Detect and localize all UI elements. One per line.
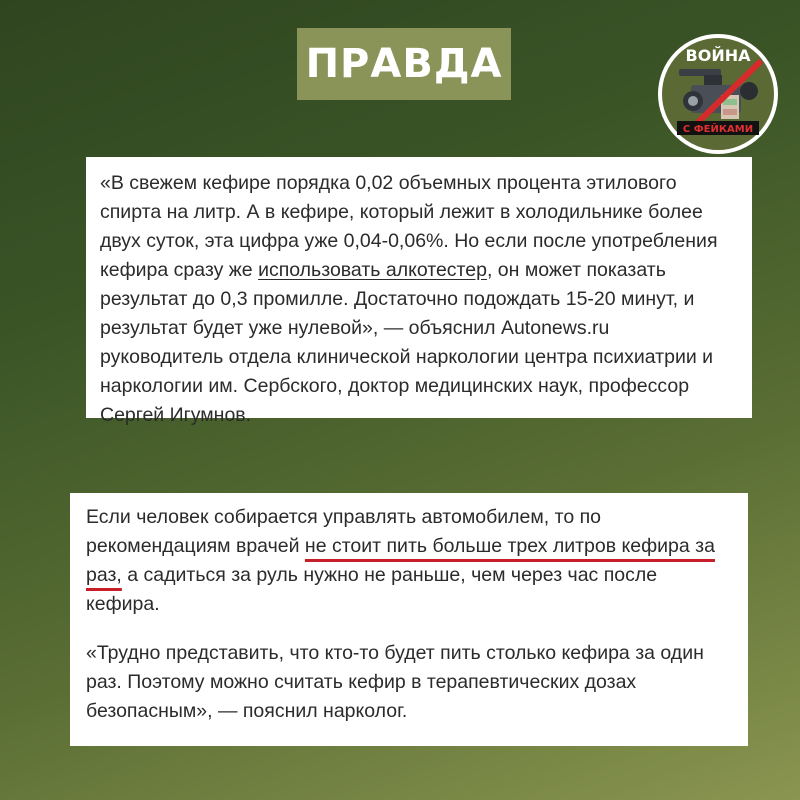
quote-line: наркологии им. Сербского, доктор медицинских наук, профессор	[100, 375, 690, 397]
title-badge	[297, 28, 511, 100]
quote-line: спирта на литр. А в кефире, который лежит в холодильнике более	[100, 201, 703, 223]
advice-paragraph	[86, 503, 738, 619]
page-title: ПРАВДА	[305, 41, 503, 87]
advice-line: кефира.	[86, 593, 160, 615]
quote-line: руководитель отдела клинической наркологии центра психиатрии и	[100, 346, 714, 368]
highlighted-text: раз,	[86, 564, 122, 586]
quote-line: двух суток, эта цифра уже 0,04-0,06%. Но если после употребления	[100, 230, 718, 252]
alcotester-link[interactable]: использовать алкотестер	[258, 259, 487, 281]
advice-line	[86, 561, 738, 590]
quote-line	[100, 256, 742, 285]
quote-line: результат будет уже нулевой», — объяснил Autonews.ru	[100, 317, 610, 339]
highlighted-text: не стоит пить больше трех литров кефира за	[304, 535, 715, 557]
logo-bottom-text: С ФЕЙКАМИ	[682, 124, 754, 135]
quote-line: Сергей Игумнов.	[100, 404, 252, 426]
quote-text: кефира сразу же	[100, 259, 259, 281]
advice-line	[86, 532, 738, 561]
quote-paragraph	[100, 169, 742, 430]
narcologist-quote-paragraph	[86, 639, 738, 726]
advice-text: рекомендациям врачей	[86, 535, 305, 557]
advice-line: «Трудно представить, что кто-то будет пить столько кефира за один	[86, 642, 704, 664]
quote-line: результат до 0,3 промилле. Достаточно подождать 15-20 минут, и	[100, 288, 695, 310]
quote-text: , он может показать	[486, 259, 666, 281]
advice-card	[70, 493, 748, 746]
logo-top-text: ВОЙНА	[685, 46, 751, 65]
war-on-fakes-logo	[657, 33, 779, 155]
advice-line: Если человек собирается управлять автомобилем, то по	[86, 506, 602, 528]
advice-line: раз. Поэтому можно считать кефир в терапевтических дозах	[86, 671, 637, 693]
quote-line: «В свежем кефире порядка 0,02 объемных процента этилового	[100, 172, 677, 194]
advice-text: а садиться за руль нужно не раньше, чем через час после	[121, 564, 658, 586]
advice-line: безопасным», — пояснил нарколог.	[86, 700, 408, 722]
quote-card	[86, 157, 752, 426]
